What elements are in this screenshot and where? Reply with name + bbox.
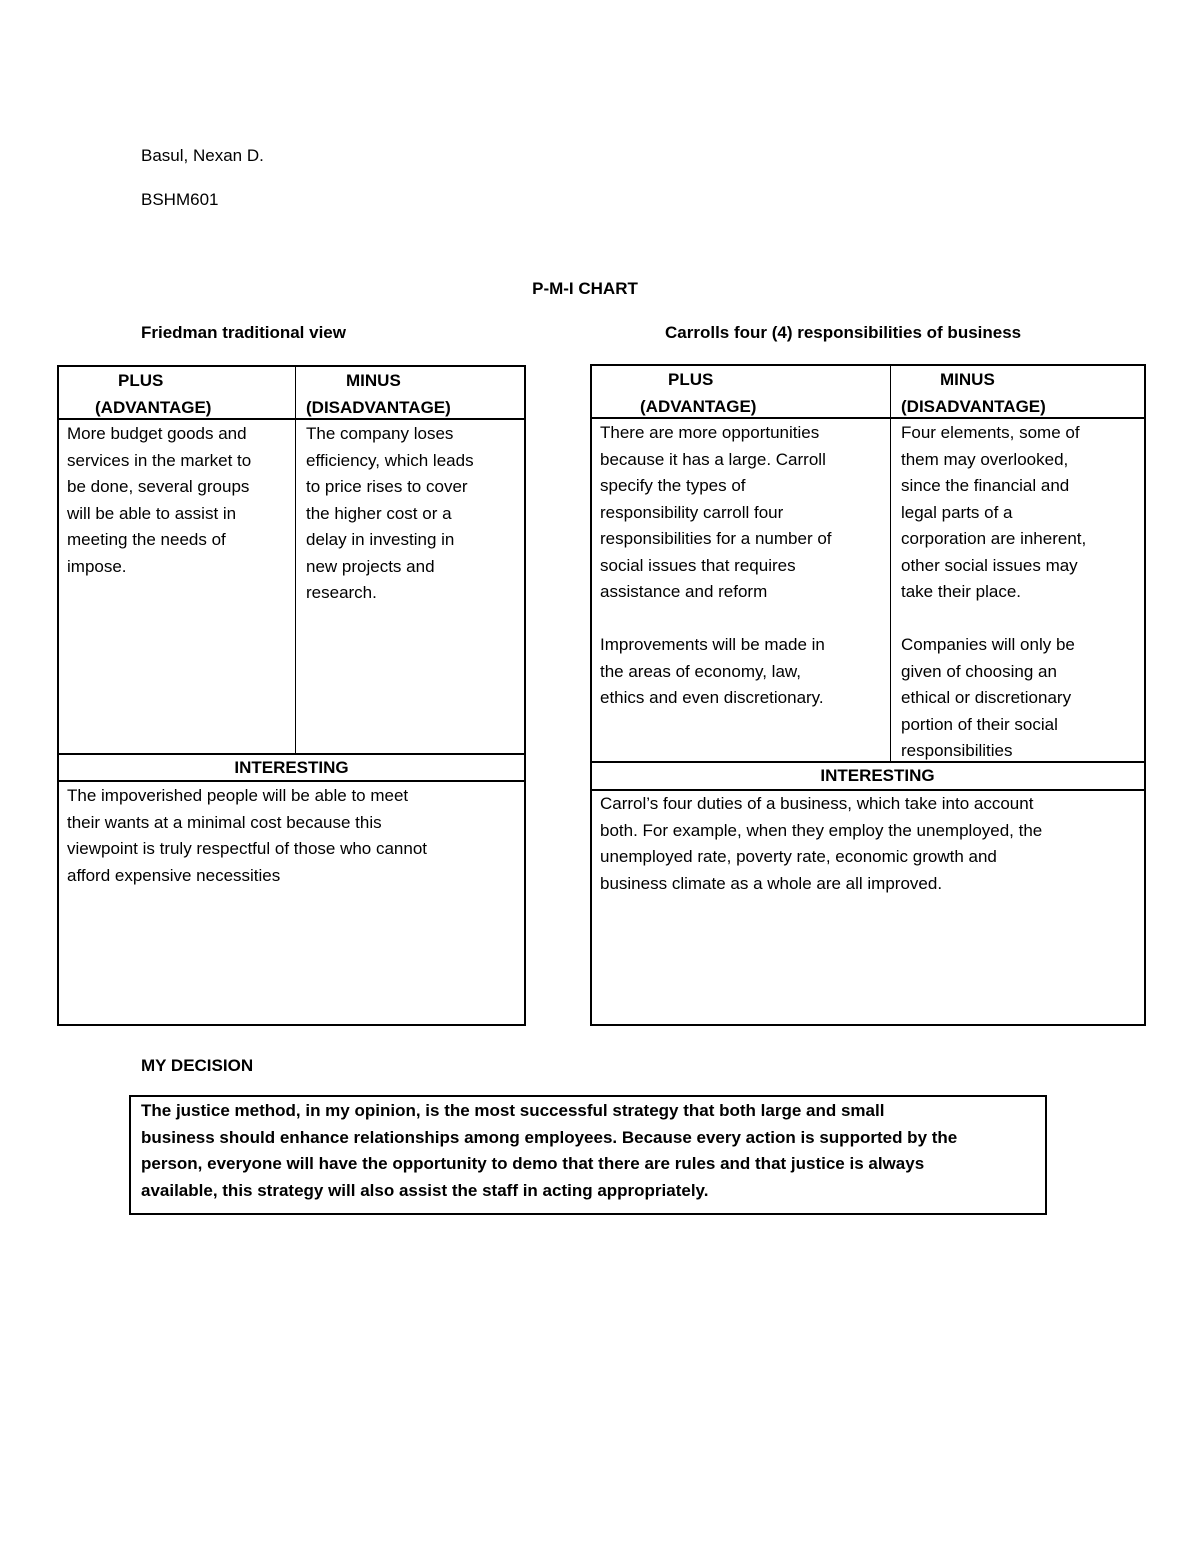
text-line: new projects and xyxy=(306,556,435,576)
right-plus-content xyxy=(600,420,886,712)
left-interesting-content xyxy=(67,783,522,889)
text-line: available, this strategy will also assist the staff in acting appropriately. xyxy=(141,1180,709,1200)
text-line: take their place. xyxy=(901,582,1022,601)
text-line: them may overlooked, xyxy=(901,449,1069,469)
text-line: Four elements, some of xyxy=(901,423,1080,442)
left-column-divider xyxy=(295,365,296,754)
text-line: legal parts of a xyxy=(901,502,1013,522)
right-interesting-header: INTERESTING xyxy=(820,766,935,785)
text-line: since the financial and xyxy=(901,476,1070,495)
text-line: person, everyone will have the opportunity to demo that there are rules and that justice is always xyxy=(141,1154,925,1173)
text-line: The impoverished people will be able to meet xyxy=(67,786,409,805)
left-minus-header: MINUS xyxy=(346,371,401,390)
left-plus-content xyxy=(67,421,293,580)
text-line: meeting the needs of xyxy=(67,530,226,549)
text-line: corporation are inherent, xyxy=(901,529,1087,548)
text-line: social issues that requires xyxy=(600,555,796,575)
text-line: research. xyxy=(306,583,377,602)
left-chart-title: Friedman traditional view xyxy=(141,323,346,342)
text-line: There are more opportunities xyxy=(600,423,820,442)
text-line: unemployed rate, poverty rate, economic growth and xyxy=(600,847,997,866)
text-line: both. For example, when they employ the unemployed, the xyxy=(600,820,1043,840)
right-interesting-content xyxy=(600,791,1142,897)
text-line: The company loses xyxy=(306,424,454,443)
right-minus-content xyxy=(901,420,1143,765)
text-line: efficiency, which leads xyxy=(306,450,474,470)
text-line: responsibilities xyxy=(901,741,1013,760)
paragraph-gap xyxy=(600,606,886,633)
text-line: to price rises to cover xyxy=(306,477,468,496)
text-line: assistance and reform xyxy=(600,582,768,601)
left-interesting-bottom-divider xyxy=(57,780,526,782)
right-minus-header: MINUS xyxy=(940,370,995,389)
left-plus-subheader: (ADVANTAGE) xyxy=(95,398,212,417)
student-section: BSHM601 xyxy=(141,190,219,209)
text-line: ethics and even discretionary. xyxy=(600,688,824,707)
text-line: Improvements will be made in xyxy=(600,635,825,654)
text-line: ethical or discretionary xyxy=(901,688,1072,707)
text-line: Carrol’s four duties of a business, which take into account xyxy=(600,794,1034,813)
text-line: the higher cost or a xyxy=(306,503,452,523)
text-line: will be able to assist in xyxy=(67,503,237,523)
right-column-divider xyxy=(890,364,891,762)
left-minus-content xyxy=(306,421,522,607)
text-line: the areas of economy, law, xyxy=(600,661,801,681)
text-line: Companies will only be xyxy=(901,635,1075,654)
text-line: responsibilities for a number of xyxy=(600,529,832,548)
text-line: their wants at a minimal cost because this xyxy=(67,812,382,832)
text-line: services in the market to xyxy=(67,450,252,470)
left-plus-header: PLUS xyxy=(118,371,164,390)
text-line: given of choosing an xyxy=(901,661,1057,681)
paragraph-gap xyxy=(901,606,1143,633)
right-minus-subheader: (DISADVANTAGE) xyxy=(901,397,1046,416)
text-line: impose. xyxy=(67,556,127,576)
right-chart-title: Carrolls four (4) responsibilities of business xyxy=(665,323,1022,342)
text-line: The justice method, in my opinion, is the most successful strategy that both large and small xyxy=(141,1101,885,1120)
text-line: portion of their social xyxy=(901,714,1058,734)
text-line: be done, several groups xyxy=(67,477,250,496)
right-plus-subheader: (ADVANTAGE) xyxy=(640,397,757,416)
left-minus-subheader: (DISADVANTAGE) xyxy=(306,398,451,417)
text-line: viewpoint is truly respectful of those who cannot xyxy=(67,839,428,858)
student-name: Basul, Nexan D. xyxy=(141,146,264,165)
text-line: specify the types of xyxy=(600,476,746,495)
text-line: because it has a large. Carroll xyxy=(600,449,826,469)
left-interesting-header: INTERESTING xyxy=(234,758,349,777)
text-line: afford expensive necessities xyxy=(67,865,281,885)
text-line: responsibility carroll four xyxy=(600,502,784,522)
text-line: business climate as a whole are all improved. xyxy=(600,873,943,893)
decision-content xyxy=(141,1098,1043,1204)
text-line: other social issues may xyxy=(901,555,1078,575)
decision-heading: MY DECISION xyxy=(141,1056,254,1075)
text-line: delay in investing in xyxy=(306,530,455,549)
text-line: business should enhance relationships among employees. Because every action is supported by the xyxy=(141,1127,958,1147)
text-line: More budget goods and xyxy=(67,424,247,443)
chart-title: P-M-I CHART xyxy=(532,279,638,298)
right-plus-header: PLUS xyxy=(668,370,714,389)
